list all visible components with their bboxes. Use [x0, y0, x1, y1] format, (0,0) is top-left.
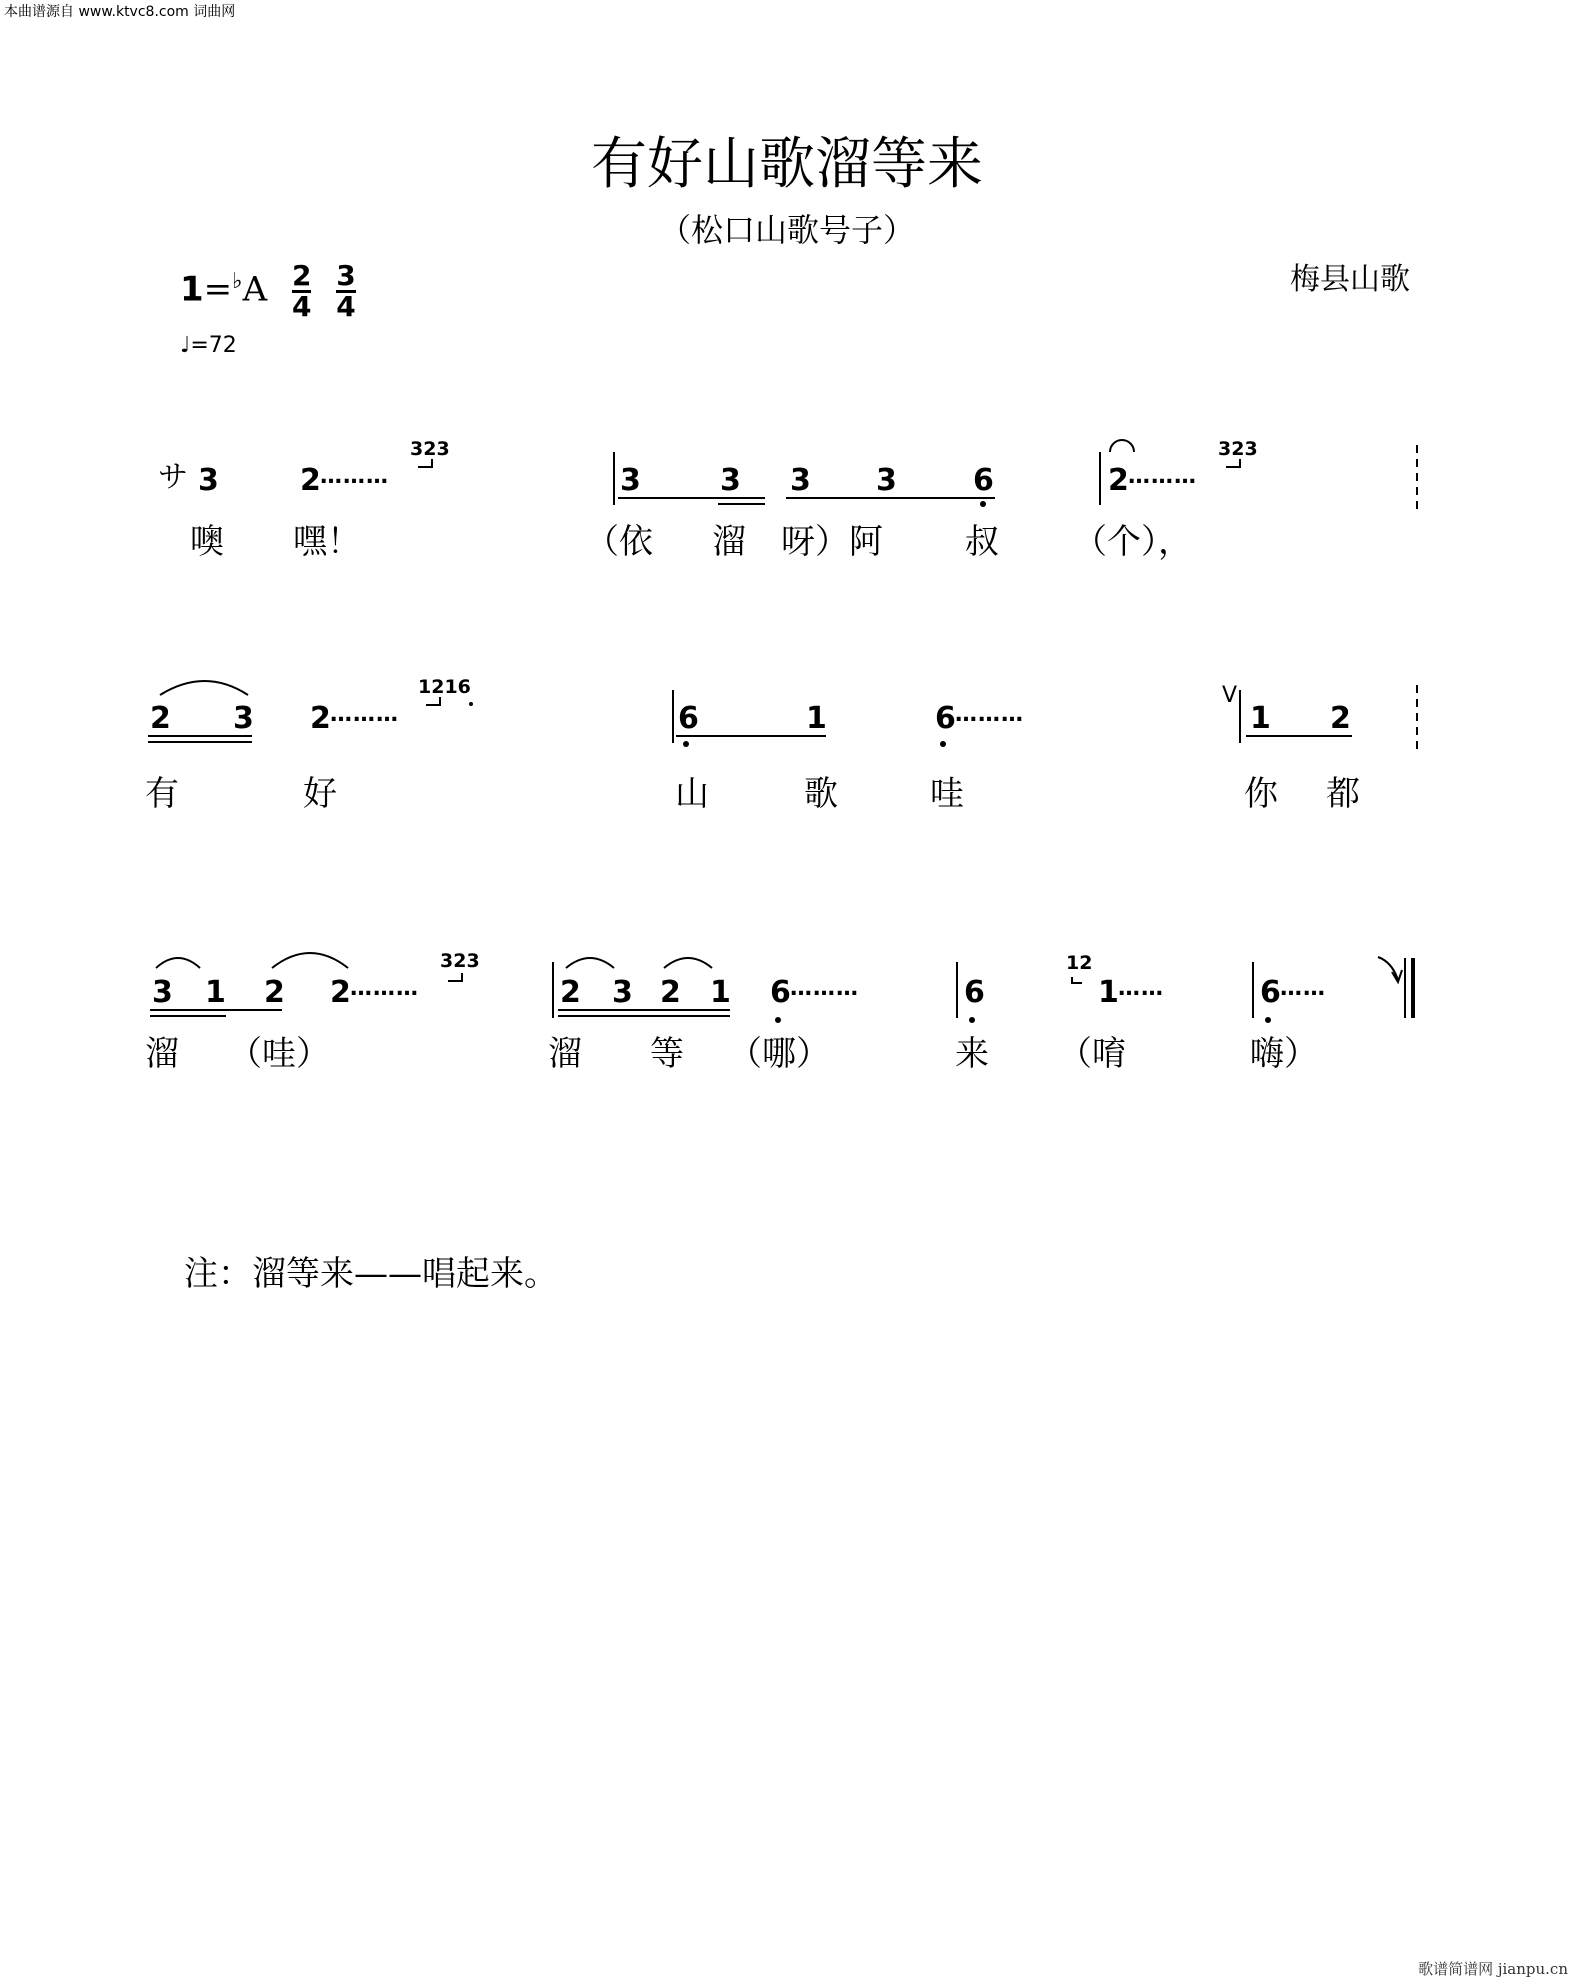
slur	[664, 958, 712, 968]
lyric: 嘿！	[293, 522, 361, 562]
note: 1	[1250, 701, 1271, 736]
footnote: 注：溜等来——唱起来。	[184, 1254, 558, 1294]
grace-hook	[1226, 459, 1240, 467]
key-one: 1	[180, 269, 204, 310]
tempo-marking: ♩=72	[180, 333, 237, 358]
song-title: 有好山歌溜等来	[591, 132, 983, 197]
extension-dots: ………	[330, 702, 399, 727]
note: 1	[806, 701, 827, 736]
note: 6	[770, 975, 791, 1010]
note: 2	[264, 975, 285, 1010]
lyric: （哇）	[228, 1034, 330, 1074]
flat-sign: ♭	[232, 269, 243, 295]
lyric: （唷	[1058, 1034, 1126, 1074]
extension-dots: ………	[320, 464, 389, 489]
lyric: 等	[650, 1034, 684, 1074]
key-eq: =	[203, 269, 233, 310]
note: 6	[935, 701, 956, 736]
octave-dot	[980, 501, 986, 507]
grace-hook	[1072, 977, 1082, 983]
note: 6	[973, 463, 994, 498]
lyric: 溜	[712, 522, 746, 562]
note: 2	[330, 975, 351, 1010]
extension-dots: ……	[1280, 976, 1326, 1001]
slur	[160, 681, 248, 695]
octave-dot	[683, 741, 689, 747]
note: 2	[150, 701, 171, 736]
lyric: 来	[955, 1034, 989, 1074]
slur	[156, 958, 200, 968]
slur	[566, 958, 614, 968]
extension-dots: ………	[790, 976, 859, 1001]
note: 2	[1108, 463, 1129, 498]
note: 3	[790, 463, 811, 498]
lyric: 溜	[548, 1034, 582, 1074]
note: 6	[964, 975, 985, 1010]
breath-mark: V	[1222, 683, 1238, 708]
lyric: 山	[675, 774, 709, 814]
grace-notes: 1216	[418, 676, 471, 698]
note: 1	[1098, 975, 1119, 1010]
lyric: 溜	[145, 1034, 179, 1074]
free-meter-mark: サ	[158, 460, 188, 495]
grace-notes: 323	[410, 438, 450, 460]
note: 3	[152, 975, 173, 1010]
lyric: 叔	[965, 522, 999, 562]
lyric: （哪）	[728, 1034, 830, 1074]
note: 3	[612, 975, 633, 1010]
lyric: 都	[1326, 774, 1360, 814]
grace-notes: 12	[1066, 952, 1093, 974]
note: 1	[710, 975, 731, 1010]
fermata-icon	[1110, 440, 1134, 452]
lyric: （依	[585, 522, 653, 562]
note: 1	[205, 975, 226, 1010]
ending-arrow-icon	[1378, 957, 1402, 982]
octave-dot	[775, 1017, 781, 1023]
note: 2	[560, 975, 581, 1010]
note: 6	[678, 701, 699, 736]
time-signature-2: $\frac{3}{4}$	[336, 259, 356, 323]
footer-watermark: 歌谱简谱网 jianpu.cn	[1418, 1960, 1568, 1978]
slur	[272, 953, 348, 968]
octave-dot	[469, 702, 473, 706]
song-subtitle: （松口山歌号子）	[658, 211, 915, 249]
lyric: （个），	[1073, 522, 1192, 562]
extension-dots: ……	[1118, 976, 1164, 1001]
note: 2	[300, 463, 321, 498]
lyric: 有	[145, 774, 179, 814]
note: 2	[310, 701, 331, 736]
note: 3	[233, 701, 254, 736]
grace-hook	[448, 973, 462, 981]
lyric: 你	[1244, 774, 1278, 814]
extension-dots: ………	[350, 976, 419, 1001]
time-signature-1: $\frac{2}{4}$	[291, 259, 312, 323]
source-header: 本曲谱源自 www.ktvc8.com 词曲网	[4, 4, 236, 20]
lyric: 哇	[930, 774, 964, 814]
key-letter: A	[242, 269, 268, 310]
octave-dot	[969, 1017, 975, 1023]
grace-hook	[426, 697, 440, 705]
extension-dots: ………	[1128, 464, 1197, 489]
note: 2	[1330, 701, 1351, 736]
note: 3	[876, 463, 897, 498]
note: 3	[620, 463, 641, 498]
grace-notes: 323	[1218, 438, 1258, 460]
lyric: 呀）阿	[781, 522, 883, 562]
lyric: 好	[303, 774, 337, 814]
grace-hook	[418, 459, 432, 467]
note: 3	[198, 463, 219, 498]
octave-dot	[1265, 1017, 1271, 1023]
extension-dots: ………	[955, 702, 1024, 727]
octave-dot	[940, 741, 946, 747]
lyric: 嗨）	[1250, 1034, 1318, 1074]
lyric: 噢	[190, 522, 224, 562]
note: 2	[660, 975, 681, 1010]
note: 3	[720, 463, 741, 498]
composer-label: 梅县山歌	[1290, 262, 1410, 297]
lyric: 歌	[804, 774, 838, 814]
note: 6	[1260, 975, 1281, 1010]
grace-notes: 323	[440, 950, 480, 972]
